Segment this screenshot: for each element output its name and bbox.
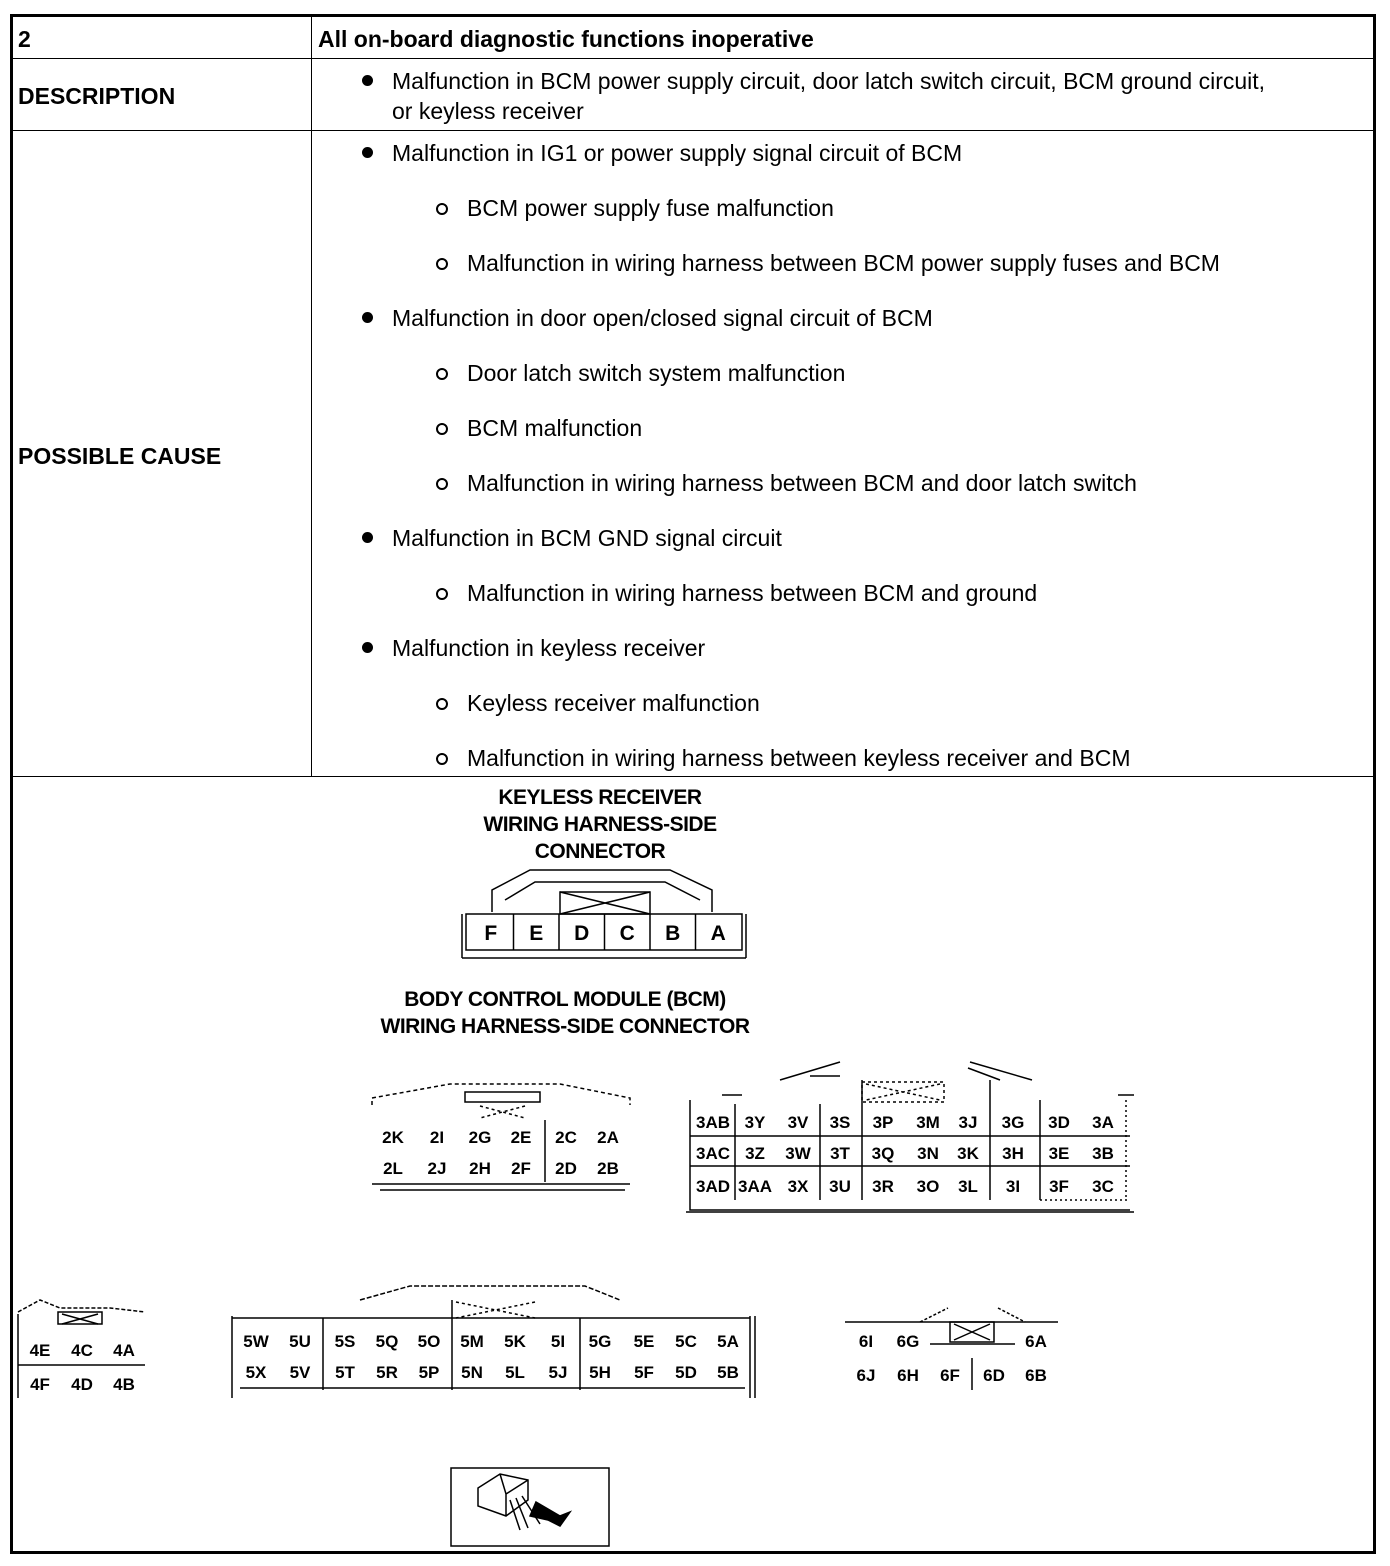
conn5-pin: 5I bbox=[550, 1332, 566, 1351]
conn3-pin: 3B bbox=[1092, 1144, 1114, 1163]
conn3-pin: 3AD bbox=[695, 1177, 731, 1196]
conn3-pin: 3N bbox=[917, 1144, 939, 1163]
conn4-pin: 4A bbox=[113, 1341, 135, 1360]
cause-item: Malfunction in BCM GND signal circuit bbox=[392, 525, 782, 551]
conn5-pin: 5W bbox=[243, 1332, 269, 1351]
conn5-pin: 5L bbox=[505, 1363, 525, 1382]
keyless-title-line: CONNECTOR bbox=[534, 840, 666, 863]
keyless-title-line: KEYLESS RECEIVER bbox=[498, 786, 702, 809]
conn2-pin: 2C bbox=[555, 1128, 577, 1147]
cause-item: Malfunction in keyless receiver bbox=[392, 635, 706, 661]
cause-item: Malfunction in IG1 or power supply signal circuit of BCM bbox=[392, 140, 963, 166]
description-line-1: Malfunction in BCM power supply circuit, door latch switch circuit, BCM ground circuit, bbox=[392, 68, 1266, 94]
conn2-key-box bbox=[465, 1092, 540, 1102]
bcm-title-line: BODY CONTROL MODULE (BCM) bbox=[404, 988, 726, 1011]
conn3-pin: 3O bbox=[916, 1177, 940, 1196]
conn3-pin: 3AA bbox=[737, 1177, 773, 1196]
conn3-pin: 3P bbox=[872, 1113, 894, 1132]
conn6-key-cross-icon bbox=[954, 1324, 990, 1340]
keyless-connector-hood-inner bbox=[505, 882, 700, 900]
cause-subitem: Malfunction in wiring harness between BCM and door latch switch bbox=[467, 470, 1137, 496]
conn5-pin: 5U bbox=[289, 1332, 311, 1351]
conn2-pin: 2F bbox=[511, 1159, 531, 1178]
conn2-pin: 2G bbox=[468, 1128, 492, 1147]
conn5-pin: 5P bbox=[418, 1363, 440, 1382]
conn3-pin: 3W bbox=[785, 1144, 811, 1163]
conn4-pin: 4B bbox=[113, 1375, 135, 1394]
keyless-pin-f: F bbox=[484, 922, 498, 945]
conn3-pin: 3Z bbox=[745, 1144, 765, 1163]
conn5-pin: 5V bbox=[289, 1363, 311, 1382]
conn5-pin: 5B bbox=[717, 1363, 739, 1382]
conn3-pin: 3V bbox=[787, 1113, 809, 1132]
conn5-pin: 5N bbox=[461, 1363, 483, 1382]
conn4-pin: 4D bbox=[71, 1375, 93, 1394]
conn5-pin: 5Q bbox=[375, 1332, 399, 1351]
conn6-latches bbox=[920, 1308, 1025, 1322]
harness-side-symbol-frame bbox=[451, 1468, 609, 1546]
conn2-pin: 2B bbox=[597, 1159, 619, 1178]
conn4-hood bbox=[18, 1300, 145, 1312]
conn3-pin: 3A bbox=[1092, 1113, 1114, 1132]
keyless-connector-hood bbox=[492, 870, 712, 912]
cause-subitem: Malfunction in wiring harness between BCM and ground bbox=[467, 580, 1038, 606]
conn2-pin: 2L bbox=[383, 1159, 403, 1178]
conn6-pin: 6H bbox=[897, 1366, 919, 1385]
step-title: All on-board diagnostic functions inoperative bbox=[318, 26, 814, 52]
conn2-pin: 2H bbox=[469, 1159, 491, 1178]
harness-arrow-icon bbox=[530, 1502, 570, 1526]
conn5-pin: 5X bbox=[245, 1363, 267, 1382]
conn4-pin: 4E bbox=[29, 1341, 51, 1360]
keyless-key-cross-icon bbox=[560, 892, 650, 914]
conn2-pin: 2D bbox=[555, 1159, 577, 1178]
conn5-pin: 5D bbox=[675, 1363, 697, 1382]
step-number: 2 bbox=[18, 26, 31, 52]
conn3-pin: 3AC bbox=[695, 1144, 731, 1163]
conn3-pin: 3D bbox=[1048, 1113, 1070, 1132]
conn5-pin: 5J bbox=[548, 1363, 568, 1382]
conn3-key-cross-icon bbox=[866, 1084, 940, 1100]
conn6-pin: 6J bbox=[856, 1366, 876, 1385]
conn2-pin: 2E bbox=[510, 1128, 532, 1147]
conn3-pin: 3J bbox=[958, 1113, 978, 1132]
conn5-pin: 5G bbox=[588, 1332, 612, 1351]
description-line-2: or keyless receiver bbox=[392, 98, 584, 124]
conn4-pin: 4F bbox=[30, 1375, 50, 1394]
conn3-pin: 3U bbox=[829, 1177, 851, 1196]
conn3-pin: 3G bbox=[1001, 1113, 1025, 1132]
keyless-pin-c: C bbox=[619, 922, 635, 945]
cause-subitem: Malfunction in wiring harness between keyless receiver and BCM bbox=[467, 745, 1131, 771]
conn6-pin: 6B bbox=[1025, 1366, 1047, 1385]
conn5-pin: 5R bbox=[376, 1363, 398, 1382]
cause-subitem: BCM malfunction bbox=[467, 415, 643, 441]
conn5-frame-right bbox=[750, 1316, 755, 1398]
conn5-pin: 5F bbox=[634, 1363, 654, 1382]
conn6-pin: 6G bbox=[896, 1332, 920, 1351]
cause-subitem: Keyless receiver malfunction bbox=[467, 690, 760, 716]
keyless-pin-e: E bbox=[529, 922, 544, 945]
conn5-key-cross-icon bbox=[456, 1302, 535, 1318]
conn5-pin: 5T bbox=[335, 1363, 355, 1382]
conn3-pin: 3T bbox=[830, 1144, 850, 1163]
possible-cause-label: POSSIBLE CAUSE bbox=[18, 443, 222, 469]
conn5-pin: 5E bbox=[633, 1332, 655, 1351]
bcm-title-line: WIRING HARNESS-SIDE CONNECTOR bbox=[380, 1015, 750, 1038]
conn4-key-box bbox=[58, 1312, 102, 1324]
cause-subitem: Malfunction in wiring harness between BCM power supply fuses and BCM bbox=[467, 250, 1220, 276]
cause-item: Malfunction in door open/closed signal circuit of BCM bbox=[392, 305, 933, 331]
conn3-pin: 3F bbox=[1049, 1177, 1069, 1196]
conn5-pin: 5C bbox=[675, 1332, 697, 1351]
cause-subitem: Door latch switch system malfunction bbox=[467, 360, 846, 386]
conn3-pin: 3Y bbox=[744, 1113, 766, 1132]
conn3-pin: 3E bbox=[1048, 1144, 1070, 1163]
conn4-pin: 4C bbox=[71, 1341, 93, 1360]
conn6-pin: 6A bbox=[1025, 1332, 1047, 1351]
conn3-pin: 3X bbox=[787, 1177, 809, 1196]
conn3-pin: 3K bbox=[957, 1144, 979, 1163]
description-label: DESCRIPTION bbox=[18, 83, 176, 109]
keyless-pin-a: A bbox=[710, 922, 726, 945]
conn2-pin: 2J bbox=[427, 1159, 447, 1178]
conn3-pin: 3H bbox=[1002, 1144, 1024, 1163]
conn5-pin: 5M bbox=[460, 1332, 484, 1351]
keyless-title-line: WIRING HARNESS-SIDE bbox=[483, 813, 717, 836]
conn3-pin: 3AB bbox=[695, 1113, 731, 1132]
conn3-pin: 3S bbox=[829, 1113, 851, 1132]
conn5-pin: 5K bbox=[504, 1332, 526, 1351]
cause-subitem: BCM power supply fuse malfunction bbox=[467, 195, 834, 221]
conn6-pin: 6D bbox=[983, 1366, 1005, 1385]
conn4-key-cross-icon bbox=[62, 1314, 98, 1324]
conn3-pin: 3C bbox=[1092, 1177, 1114, 1196]
conn3-pin: 3Q bbox=[871, 1144, 895, 1163]
conn3-pin: 3R bbox=[872, 1177, 894, 1196]
conn3-pin: 3I bbox=[1005, 1177, 1021, 1196]
conn2-pin: 2K bbox=[382, 1128, 404, 1147]
conn5-pin: 5S bbox=[334, 1332, 356, 1351]
conn6-pin: 6I bbox=[858, 1332, 874, 1351]
conn3-latch-left bbox=[780, 1062, 840, 1080]
conn3-latch-right bbox=[968, 1062, 1032, 1080]
conn3-pin: 3L bbox=[958, 1177, 978, 1196]
conn6-pin: 6F bbox=[940, 1366, 960, 1385]
conn2-key-cross-icon bbox=[480, 1106, 525, 1118]
keyless-pin-b: B bbox=[665, 922, 681, 945]
conn2-base bbox=[372, 1184, 630, 1190]
conn2-pin: 2A bbox=[597, 1128, 619, 1147]
conn5-hood bbox=[360, 1286, 620, 1300]
keyless-pin-d: D bbox=[574, 922, 590, 945]
conn5-pin: 5A bbox=[717, 1332, 739, 1351]
conn5-pin: 5O bbox=[417, 1332, 441, 1351]
conn5-pin: 5H bbox=[589, 1363, 611, 1382]
conn2-pin: 2I bbox=[429, 1128, 445, 1147]
conn3-pin: 3M bbox=[916, 1113, 940, 1132]
